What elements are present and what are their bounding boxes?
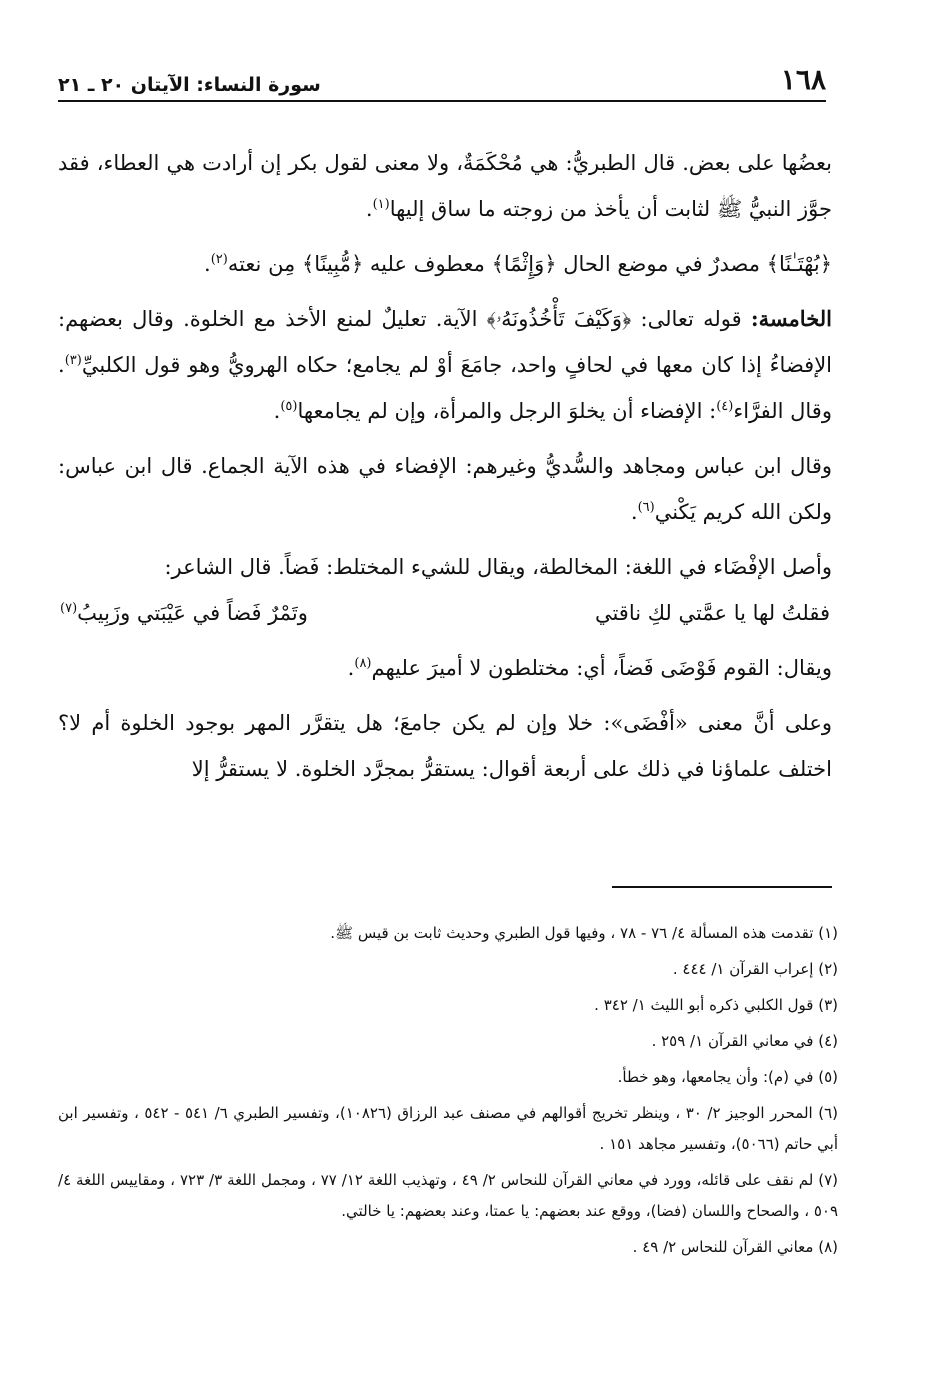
paragraph-7-text: وعلى أنَّ معنى «أفْضَى»: خلا وإن لم يكن جامعَ؛ هل يتقرَّر المهر بوجود الخلوة أم لا؟ اختلف علماؤنا في ذلك على أربعة أقوال: يستقرُّ بمجرَّد الخلوة. لا يستقرُّ إلا [58, 711, 832, 781]
paragraph-1-end: . [365, 197, 373, 221]
footnote-7: (٧) لم نقف على قائله، وورد في معاني القرآن للنحاس ٢/ ٤٩ ، وتهذيب اللغة ١٢/ ٧٧ ، ومجمل اللغة ٣/ ٧٢٣ ، ومقاييس اللغة ٤/ ٥٠٩ ، والصحاح واللسان (فضا)، ووقع عند بعضهم: يا عمتا، وعند بعضهم: يا خالتي. [58, 1171, 839, 1220]
paragraph-2-end: . [204, 252, 211, 276]
section-lead: الخامسة: [750, 306, 832, 331]
footnote-ref-2: (٢) [210, 252, 228, 267]
main-text [58, 140, 832, 801]
footnote-ref-6: (٦) [637, 500, 655, 515]
footnotes [58, 918, 838, 1268]
paragraph-7 [58, 700, 832, 792]
paragraph-6-text: ويقال: القوم فَوْضَى فَضاً، أي: مختلطون لا أميرَ عليهم [371, 656, 832, 680]
paragraph-5 [58, 544, 832, 590]
poetry-verse [58, 590, 832, 636]
paragraph-3-end: . [273, 399, 281, 423]
footnote-5: (٥) في (م): وأن يجامعها، وهو خطأ. [617, 1068, 838, 1086]
footnote-ref-7: (٧) [60, 601, 78, 616]
footnote-ref-4: (٤) [716, 399, 734, 414]
paragraph-4-text: وقال ابن عباس ومجاهد والسُّديُّ وغيرهم: الإفضاء في هذه الآية الجماع. قال ابن عباس: ولكن الله كريم يَكْني [58, 454, 832, 524]
footnote-4: (٤) في معاني القرآن ١/ ٢٥٩ . [651, 1032, 838, 1050]
paragraph-6-end: . [347, 656, 355, 680]
footnote-ref-8: (٨) [354, 656, 372, 671]
paragraph-1-text: بعضُها على بعض. قال الطبريُّ: هي مُحْكَمَةٌ، ولا معنى لقول بكر إن أرادت هي العطاء، فقد جوَّز النبيُّ ﷺ لثابت أن يأخذ من زوجته ما ساق إليها [58, 151, 832, 221]
paragraph-5-text: وأصل الإفْضَاء في اللغة: المخالطة، ويقال للشيء المختلط: فَضاً. قال الشاعر: [164, 555, 832, 579]
footnote-1: (١) تقدمت هذه المسألة ٤/ ٧٦ - ٧٨ ، وفيها قول الطبري وحديث ثابت بن قيس ﷺ. [330, 924, 838, 942]
verse-first-hemistich: فقلتُ لها يا عمَّتي لكِ ناقتي [594, 601, 830, 625]
footnote-3: (٣) قول الكلبي ذكره أبو الليث ١/ ٣٤٢ . [594, 996, 838, 1014]
page-number: ١٦٨ [780, 63, 826, 96]
paragraph-2-text: ﴿بُهْتَـٰنًا﴾ مصدرٌ في موضع الحال ﴿وَإِثْمًا﴾ معطوف عليه ﴿مُّبِينًا﴾ مِن نعته [227, 252, 832, 276]
footnote-2: (٢) إعراب القرآن ١/ ٤٤٤ . [672, 960, 838, 978]
page-header [58, 62, 826, 102]
footnote-8: (٨) معاني القرآن للنحاس ٢/ ٤٩ . [632, 1238, 838, 1256]
paragraph-3-text-a: قوله تعالى: ﴿وَكَيْفَ تَأْخُذُونَهُۥ﴾ الآية. تعليلٌ لمنع الأخذ مع الخلوة. وقال بعضهم: الإفضاءُ إذا كان معها في لحافٍ واحد، جامَعَ أوْ لم يجامع؛ حكاه الهرويُّ وهو قول الكلبيِّ [58, 307, 832, 377]
paragraph-1 [58, 140, 832, 232]
verse-second-hemistich [60, 590, 308, 636]
running-title: سورة النساء: الآيتان ٢٠ ـ ٢١ [58, 74, 321, 96]
footnote-6: (٦) المحرر الوجيز ٢/ ٣٠ ، وينظر تخريج أقوالهم في مصنف عبد الرزاق (١٠٨٢٦)، وتفسير الطبري ٦/ ٥٤١ - ٥٤٢ ، وتفسير ابن أبي حاتم (٥٠٦٦)، وتفسير مجاهد ١٥١ . [58, 1104, 838, 1153]
paragraph-4 [58, 443, 832, 535]
verse-second-hemistich-text: وتَمْرٌ فَضاً في عَيْبَتي وزَبِيبُ [77, 601, 308, 625]
footnote-ref-5: (٥) [280, 399, 298, 414]
footnote-ref-3: (٣) [64, 353, 82, 368]
paragraph-3 [58, 296, 832, 434]
paragraph-3-text-b: . وقال الفرَّاء [58, 353, 832, 423]
paragraph-6 [58, 645, 832, 691]
paragraph-4-end: . [630, 500, 638, 524]
footnote-separator [612, 886, 832, 888]
footnote-ref-1: (١) [372, 197, 390, 212]
paragraph-3-text-c: : الإفضاء أن يخلوَ الرجل والمرأة، وإن لم يجامعها [297, 399, 717, 423]
paragraph-2 [58, 241, 832, 287]
